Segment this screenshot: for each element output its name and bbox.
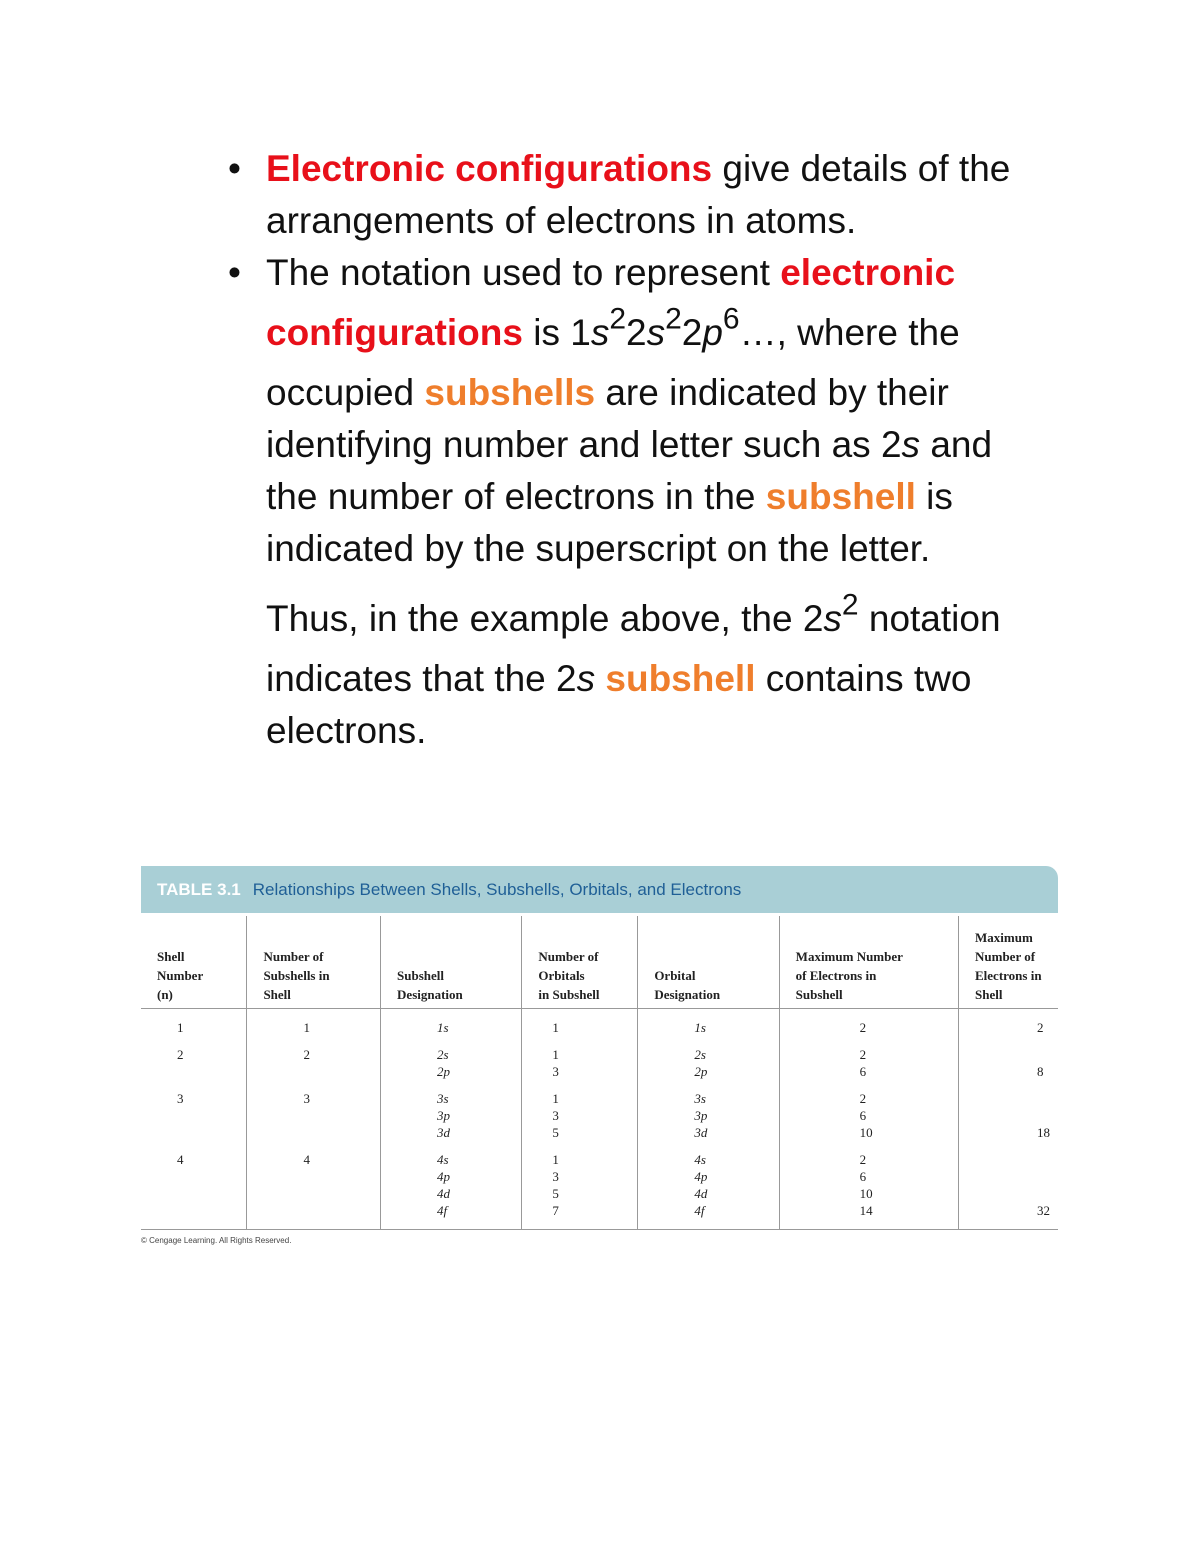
table-cell [247, 1084, 381, 1145]
table-cell [522, 1084, 638, 1145]
table-cell-value: 5 [552, 1125, 559, 1140]
superscript: 6 [722, 302, 740, 336]
table-cell [381, 1084, 522, 1145]
bullet-paragraph-1 [228, 143, 1088, 247]
text-run: is 1 [522, 312, 591, 353]
table-cell-value: 10 [859, 1186, 873, 1201]
table-row [141, 1040, 1058, 1084]
column-header-line: Subshell [397, 968, 445, 983]
table-body [141, 1009, 1058, 1230]
column-header-line: Shell [263, 987, 291, 1002]
table-cell-value: 4s [694, 1152, 706, 1167]
term-subshell: subshell [605, 658, 756, 699]
table-cell-value: 2 [859, 1152, 867, 1167]
term-subshells: subshells [424, 372, 596, 413]
table-cell-value: 1 [303, 1020, 310, 1035]
table-cell-value: 1 [177, 1020, 184, 1035]
table-cell-value: 2 [1037, 1020, 1044, 1035]
column-header-line: Electrons in Shell [975, 968, 1042, 1002]
table-cell [141, 1145, 247, 1230]
table-cell [959, 1145, 1059, 1230]
table-cell-value: 4f [437, 1203, 448, 1218]
text-run: notation [858, 598, 1001, 639]
table-cell [247, 1009, 381, 1041]
text-run: Thus, in the example above, the 2 [266, 598, 824, 639]
table-cell [381, 1145, 522, 1230]
table-cell [959, 1084, 1059, 1145]
table-cell-value: 7 [552, 1203, 559, 1218]
table-cell-value: 4d [694, 1186, 708, 1201]
column-header-line: Number of [975, 949, 1036, 964]
table-cell [779, 1145, 958, 1230]
column-header [638, 916, 779, 1009]
column-header-line: Number of [538, 949, 599, 964]
table-cell-value: 3p [437, 1108, 451, 1123]
table-cell-value: 2p [694, 1064, 708, 1079]
table-cell [959, 1009, 1059, 1041]
paragraph-3 [228, 585, 1088, 757]
table-cell-value: 2 [303, 1047, 310, 1062]
term-electronic: electronic [780, 252, 956, 293]
text-run: arrangements of electrons in atoms. [266, 200, 857, 241]
text-run: s [823, 598, 842, 639]
table-cell-value: 4s [437, 1152, 449, 1167]
table-cell-value: 2 [177, 1047, 184, 1062]
table-row [141, 1084, 1058, 1145]
text-run: 2 [681, 312, 703, 353]
copyright-text: © Cengage Learning. All Rights Reserved. [141, 1236, 292, 1245]
table-cell-value: 2 [859, 1020, 867, 1035]
column-header-line: Orbitals [538, 968, 585, 983]
table-cell [779, 1040, 958, 1084]
text-run: and [920, 424, 993, 465]
table-cell-value: 2p [437, 1064, 451, 1079]
table-cell-value: 4f [694, 1203, 705, 1218]
column-header-line: Subshell [795, 987, 843, 1002]
column-header-line: in Subshell [538, 987, 600, 1002]
table-cell-value: 32 [1037, 1203, 1050, 1218]
table-cell [638, 1009, 779, 1041]
table-cell [381, 1009, 522, 1041]
table-cell [522, 1040, 638, 1084]
text-run: …, where the [739, 312, 960, 353]
shells-table [141, 916, 1058, 1230]
table-cell-value: 2s [437, 1047, 449, 1062]
table-cell-value: 6 [859, 1064, 867, 1079]
table-cell-value: 1s [437, 1020, 449, 1035]
table-cell-value: 1 [552, 1020, 559, 1035]
table-row [141, 1009, 1058, 1041]
table-header-row [141, 916, 1058, 1009]
table-cell-value: 1s [694, 1020, 706, 1035]
superscript: 2 [665, 302, 682, 336]
text-run: p [702, 312, 723, 353]
table-cell-value: 10 [859, 1125, 873, 1140]
table-cell [141, 1040, 247, 1084]
text-run: s [646, 312, 666, 353]
table-header-bar [141, 866, 1058, 913]
table-cell-value: 2 [859, 1091, 867, 1106]
table-cell-value: 3s [694, 1091, 706, 1106]
text-run: indicated by the superscript on the letter. [266, 528, 931, 569]
superscript: 2 [841, 588, 859, 622]
table-cell [141, 1009, 247, 1041]
table-cell-value: 3s [437, 1091, 449, 1106]
table-cell [141, 1084, 247, 1145]
column-header-line: Shell [157, 949, 185, 964]
bullet-icon: • [228, 252, 241, 293]
table-cell [522, 1009, 638, 1041]
text-run: electrons. [266, 710, 427, 751]
table-cell-value: 6 [859, 1108, 867, 1123]
table-cell [779, 1084, 958, 1145]
table-cell-value: 4 [303, 1152, 310, 1167]
text-run: s [901, 424, 921, 465]
superscript: 2 [609, 302, 626, 336]
column-header-line: Orbital [654, 968, 696, 983]
table-figure [141, 866, 1058, 1245]
table-cell [247, 1145, 381, 1230]
text-run: is [915, 476, 953, 517]
text-run: occupied [266, 372, 425, 413]
table-cell-value: 3 [552, 1169, 559, 1184]
bullet-paragraph-2 [228, 247, 1088, 575]
table-cell-value: 3 [552, 1108, 559, 1123]
column-header-line: of Electrons in [795, 968, 877, 983]
text-run: are indicated by their [595, 372, 949, 413]
table-cell [638, 1084, 779, 1145]
term-subshell: subshell [765, 476, 916, 517]
text-run: s [590, 312, 610, 353]
column-header-line: Maximum [975, 930, 1033, 945]
text-run: contains two [755, 658, 972, 699]
table-cell-value: 1 [552, 1091, 559, 1106]
table-cell-value: 3d [694, 1125, 708, 1140]
table-cell-value: 3 [303, 1091, 310, 1106]
text-run: s [576, 658, 596, 699]
table-cell-value: 4p [437, 1169, 451, 1184]
column-header-line: Designation [654, 987, 721, 1002]
table-cell-value: 18 [1037, 1125, 1050, 1140]
table-row [141, 1145, 1058, 1230]
text-run [595, 658, 605, 699]
column-header [959, 916, 1059, 1009]
table-cell-value: 3p [694, 1108, 708, 1123]
text-run: the number of electrons in the [266, 476, 766, 517]
table-cell-value: 6 [859, 1169, 867, 1184]
text-run: indicates that the 2 [266, 658, 577, 699]
column-header [779, 916, 958, 1009]
table-cell-value: 4 [177, 1152, 184, 1167]
column-header-line: Number [157, 968, 204, 983]
table-cell-value: 5 [552, 1186, 559, 1201]
table-cell [959, 1040, 1059, 1084]
column-header [381, 916, 522, 1009]
bullet-icon: • [228, 148, 241, 189]
table-cell [247, 1040, 381, 1084]
table-cell-value: 8 [1037, 1064, 1044, 1079]
text-content [228, 143, 1088, 757]
table-cell-value: 4d [437, 1186, 451, 1201]
table-cell [381, 1040, 522, 1084]
term-configurations: configurations [266, 312, 523, 353]
column-header [141, 916, 247, 1009]
text-run: The notation used to represent [266, 252, 781, 293]
table-cell-value: 3 [177, 1091, 184, 1106]
column-header [247, 916, 381, 1009]
column-header-line: Number of [263, 949, 324, 964]
table-cell-value: 4p [694, 1169, 708, 1184]
text-run: give details of the [712, 148, 1011, 189]
column-header-line: (n) [157, 987, 173, 1002]
table-cell-value: 3d [437, 1125, 451, 1140]
table-cell-value: 2 [859, 1047, 867, 1062]
table-cell-value: 14 [859, 1203, 873, 1218]
column-header-line: Maximum Number [795, 949, 903, 964]
table-cell [522, 1145, 638, 1230]
text-run: identifying number and letter such as 2 [266, 424, 902, 465]
column-header-line: Subshells in [263, 968, 330, 983]
table-title: Relationships Between Shells, Subshells, Orbitals, and Electrons [252, 879, 742, 899]
table-cell-value: 1 [552, 1152, 559, 1167]
term-electronic-configurations: Electronic configurations [266, 148, 713, 189]
table-label: TABLE 3.1 [157, 879, 241, 899]
column-header-line: Designation [397, 987, 463, 1002]
table-cell [638, 1040, 779, 1084]
table-cell [638, 1145, 779, 1230]
table-cell-value: 2s [694, 1047, 706, 1062]
text-run: 2 [626, 312, 647, 353]
table-cell-value: 3 [552, 1064, 559, 1079]
table-cell-value: 1 [552, 1047, 559, 1062]
column-header [522, 916, 638, 1009]
table-cell [779, 1009, 958, 1041]
